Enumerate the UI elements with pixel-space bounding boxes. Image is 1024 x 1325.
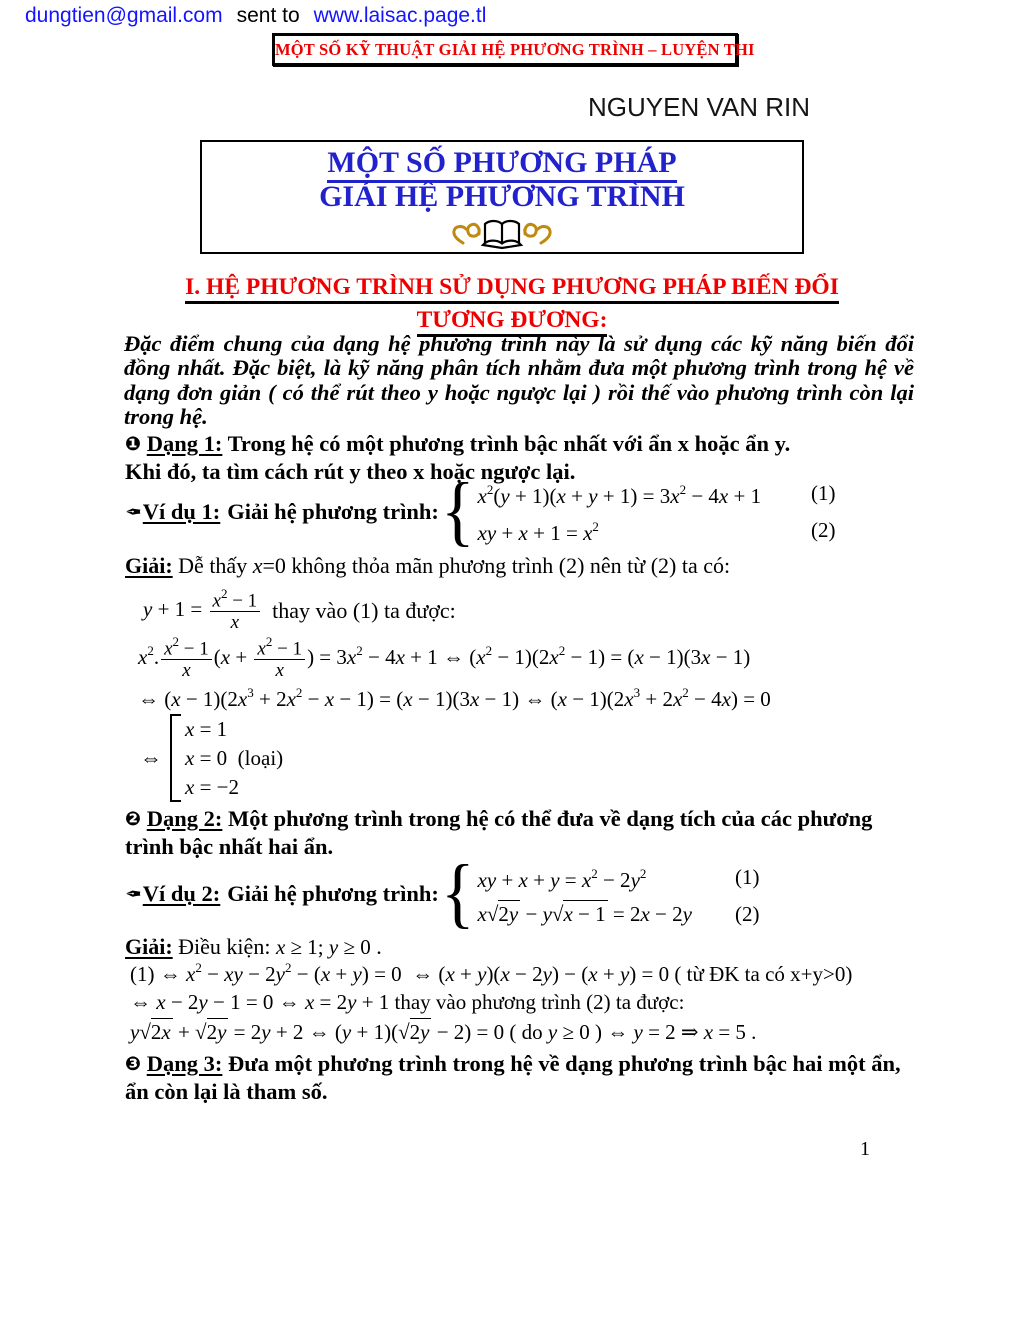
equiv-arrow: ⇔ — [140, 745, 162, 770]
section-heading-line1: I. HỆ PHƯƠNG TRÌNH SỬ DỤNG PHƯƠNG PHÁP BIẾN ĐỔI — [185, 274, 839, 304]
equation-system-1 — [478, 475, 836, 549]
system1-eq2: xy + $x + 1 = x^2$ — [477, 519, 599, 545]
solution1-equation-b — [138, 686, 938, 712]
solution2-eq3: y√2x + √2y = 2y + 2 ⇔ (y + 1)(√2y − 2) = 0 ( do y ≥ 0 ) ⇔ y = 2 ⇒ x = 5 . — [130, 1019, 757, 1044]
solution1-substitution — [143, 585, 943, 637]
section-heading — [119, 273, 905, 335]
solution1-equation-a — [138, 633, 938, 685]
substitution-tail-text: thay vào (1) ta được: — [272, 598, 456, 623]
sent-to-text: sent to — [236, 4, 300, 27]
quill-icon: ✒ — [125, 882, 142, 906]
banner-text: MỘT SỐ KỸ THUẬT GIẢI HỆ PHƯƠNG TRÌNH – LUYỆN THI — [275, 40, 755, 59]
left-bracket-icon — [170, 714, 181, 802]
system1-eq1: $x^2(y + 1)(x + y + 1) = 3x^2 - 4x + 1$ — [477, 482, 762, 508]
solution2-line1 — [125, 934, 925, 960]
circled-3-icon: ❸ — [125, 1053, 142, 1075]
case-row-1: x = 1 — [185, 716, 228, 741]
quill-icon: ✒ — [125, 500, 142, 524]
dang2-heading — [125, 806, 915, 860]
system2-eq2-tag: (2) — [735, 901, 760, 926]
system2-eq1-tag: (1) — [735, 865, 760, 889]
dang3-text: Đưa một phương trình trong hệ về dạng phương trình bậc hai một ẩn, ẩn còn lại là tham số. — [125, 1051, 901, 1104]
solution2-eq1: (1) ⇔ $x^2$ − xy − $2y^2 - (x + y) = 0$ ⇔ (x + y)(x − 2y) − (x + y) = 0 ( từ ĐK ta có x+y>0) — [130, 960, 853, 986]
example1-lead: Giải hệ phương trình: — [227, 499, 439, 524]
title-box — [200, 140, 804, 254]
cases-column — [185, 715, 283, 802]
dang1-text-line1: Trong hệ có một phương trình bậc nhất với ẩn x hoặc ẩn y. — [227, 431, 791, 456]
dang3-heading — [125, 1051, 915, 1105]
system-brace-icon: { — [440, 850, 475, 937]
equation-b: ⇔ $(x - 1)(2x^3 + 2x^2 - x - 1) = (x - 1)(3x - 1)$ ⇔ $(x - 1)(2x^3 + 2x^2 - 4x) = 0$ — [138, 685, 771, 711]
case-row-3: x = −2 — [185, 774, 240, 799]
dang2-text: Một phương trình trong hệ có thể đưa về dạng tích của các phương trình bậc nhất hai ẩn. — [125, 806, 873, 859]
share-line — [25, 4, 486, 28]
solution2-eq2: ⇔ x − 2y − 1 = 0 ⇔ x = 2y + 1 thay vào phương trình (2) ta được: — [130, 990, 685, 1014]
doc-title-line2: GIẢI HỆ PHƯƠNG TRÌNH — [319, 180, 685, 213]
example2-lead: Giải hệ phương trình: — [227, 881, 439, 906]
example1-label: Ví dụ 1: — [142, 499, 221, 524]
intro-paragraph: Đặc điểm chung của dạng hệ phương trình này là sử dụng các kỹ năng biến đổi đồng nhất. Đặc biệt, là kỹ năng phân tích nhằm đưa một phương trình trong hệ về dạng đơn giản ( có thể rút theo y hoặc ngược lại ) rồi thế vào phương trình còn lại trong hệ. — [124, 331, 914, 429]
dang3-label: Dạng 3: — [146, 1051, 223, 1076]
dang1-label: Dạng 1: — [146, 431, 223, 456]
dang1-text-line2: Khi đó, ta tìm cách rút y theo x hoặc ngược lại. — [125, 458, 576, 484]
example2-label: Ví dụ 2: — [142, 881, 221, 906]
solution1-intro — [125, 553, 925, 579]
solution2-label: Giải: — [125, 934, 173, 959]
page-number: 1 — [860, 1138, 870, 1160]
case-row-2: x = 0 (loại) — [185, 745, 284, 770]
circled-1-icon: ❶ — [125, 433, 142, 455]
system-brace-icon: { — [440, 468, 475, 555]
equation-a: $x^2$. $\frac{x^2 - 1}{x}$ (x + $\frac{x^2 - 1}{x}$ ) = $3x^2 - 4x + 1$ ⇔ $(x^2 - 1)(2x^2 - 1) = (x - 1)(3x - 1)$ — [138, 633, 751, 682]
equation-system-2 — [478, 858, 760, 931]
solution2-line3 — [130, 989, 930, 1015]
section-heading-line2: TƯƠNG ĐƯƠNG: — [417, 307, 608, 337]
substitution-formula: y + 1 = $\frac{x^2 - 1}{x}$ — [143, 587, 262, 635]
system2-eq2: x√2y − y√x − 1 = 2x − 2y — [477, 901, 692, 926]
author-name: NGUYEN VAN RIN — [588, 92, 810, 122]
doc-title-line1: MỘT SỐ PHƯƠNG PHÁP — [327, 146, 676, 183]
system2-eq1: xy + $x + y = x^2 - 2y^2$ — [477, 865, 647, 892]
solution2-line2 — [130, 961, 930, 987]
email-link[interactable]: dungtien@gmail.com — [25, 4, 223, 27]
solution1-intro-text: Dễ thấy x=0 không thỏa mãn phương trình (2) nên từ (2) ta có: — [178, 553, 731, 578]
site-link[interactable]: www.laisac.page.tl — [313, 4, 487, 27]
solution2-condition: Điều kiện: x ≥ 1; y ≥ 0 . — [178, 934, 382, 959]
system1-eq1-tag: (1) — [811, 481, 836, 505]
circled-2-icon: ❷ — [125, 808, 142, 830]
solution1-cases — [140, 714, 283, 802]
solution1-label: Giải: — [125, 553, 173, 578]
banner-box — [272, 33, 755, 66]
example2-row — [125, 850, 760, 937]
system1-eq2-tag: (2) — [811, 518, 836, 542]
solution2-line4 — [130, 1015, 930, 1049]
book-ornament-icon — [202, 217, 802, 249]
dang2-label: Dạng 2: — [146, 806, 223, 831]
